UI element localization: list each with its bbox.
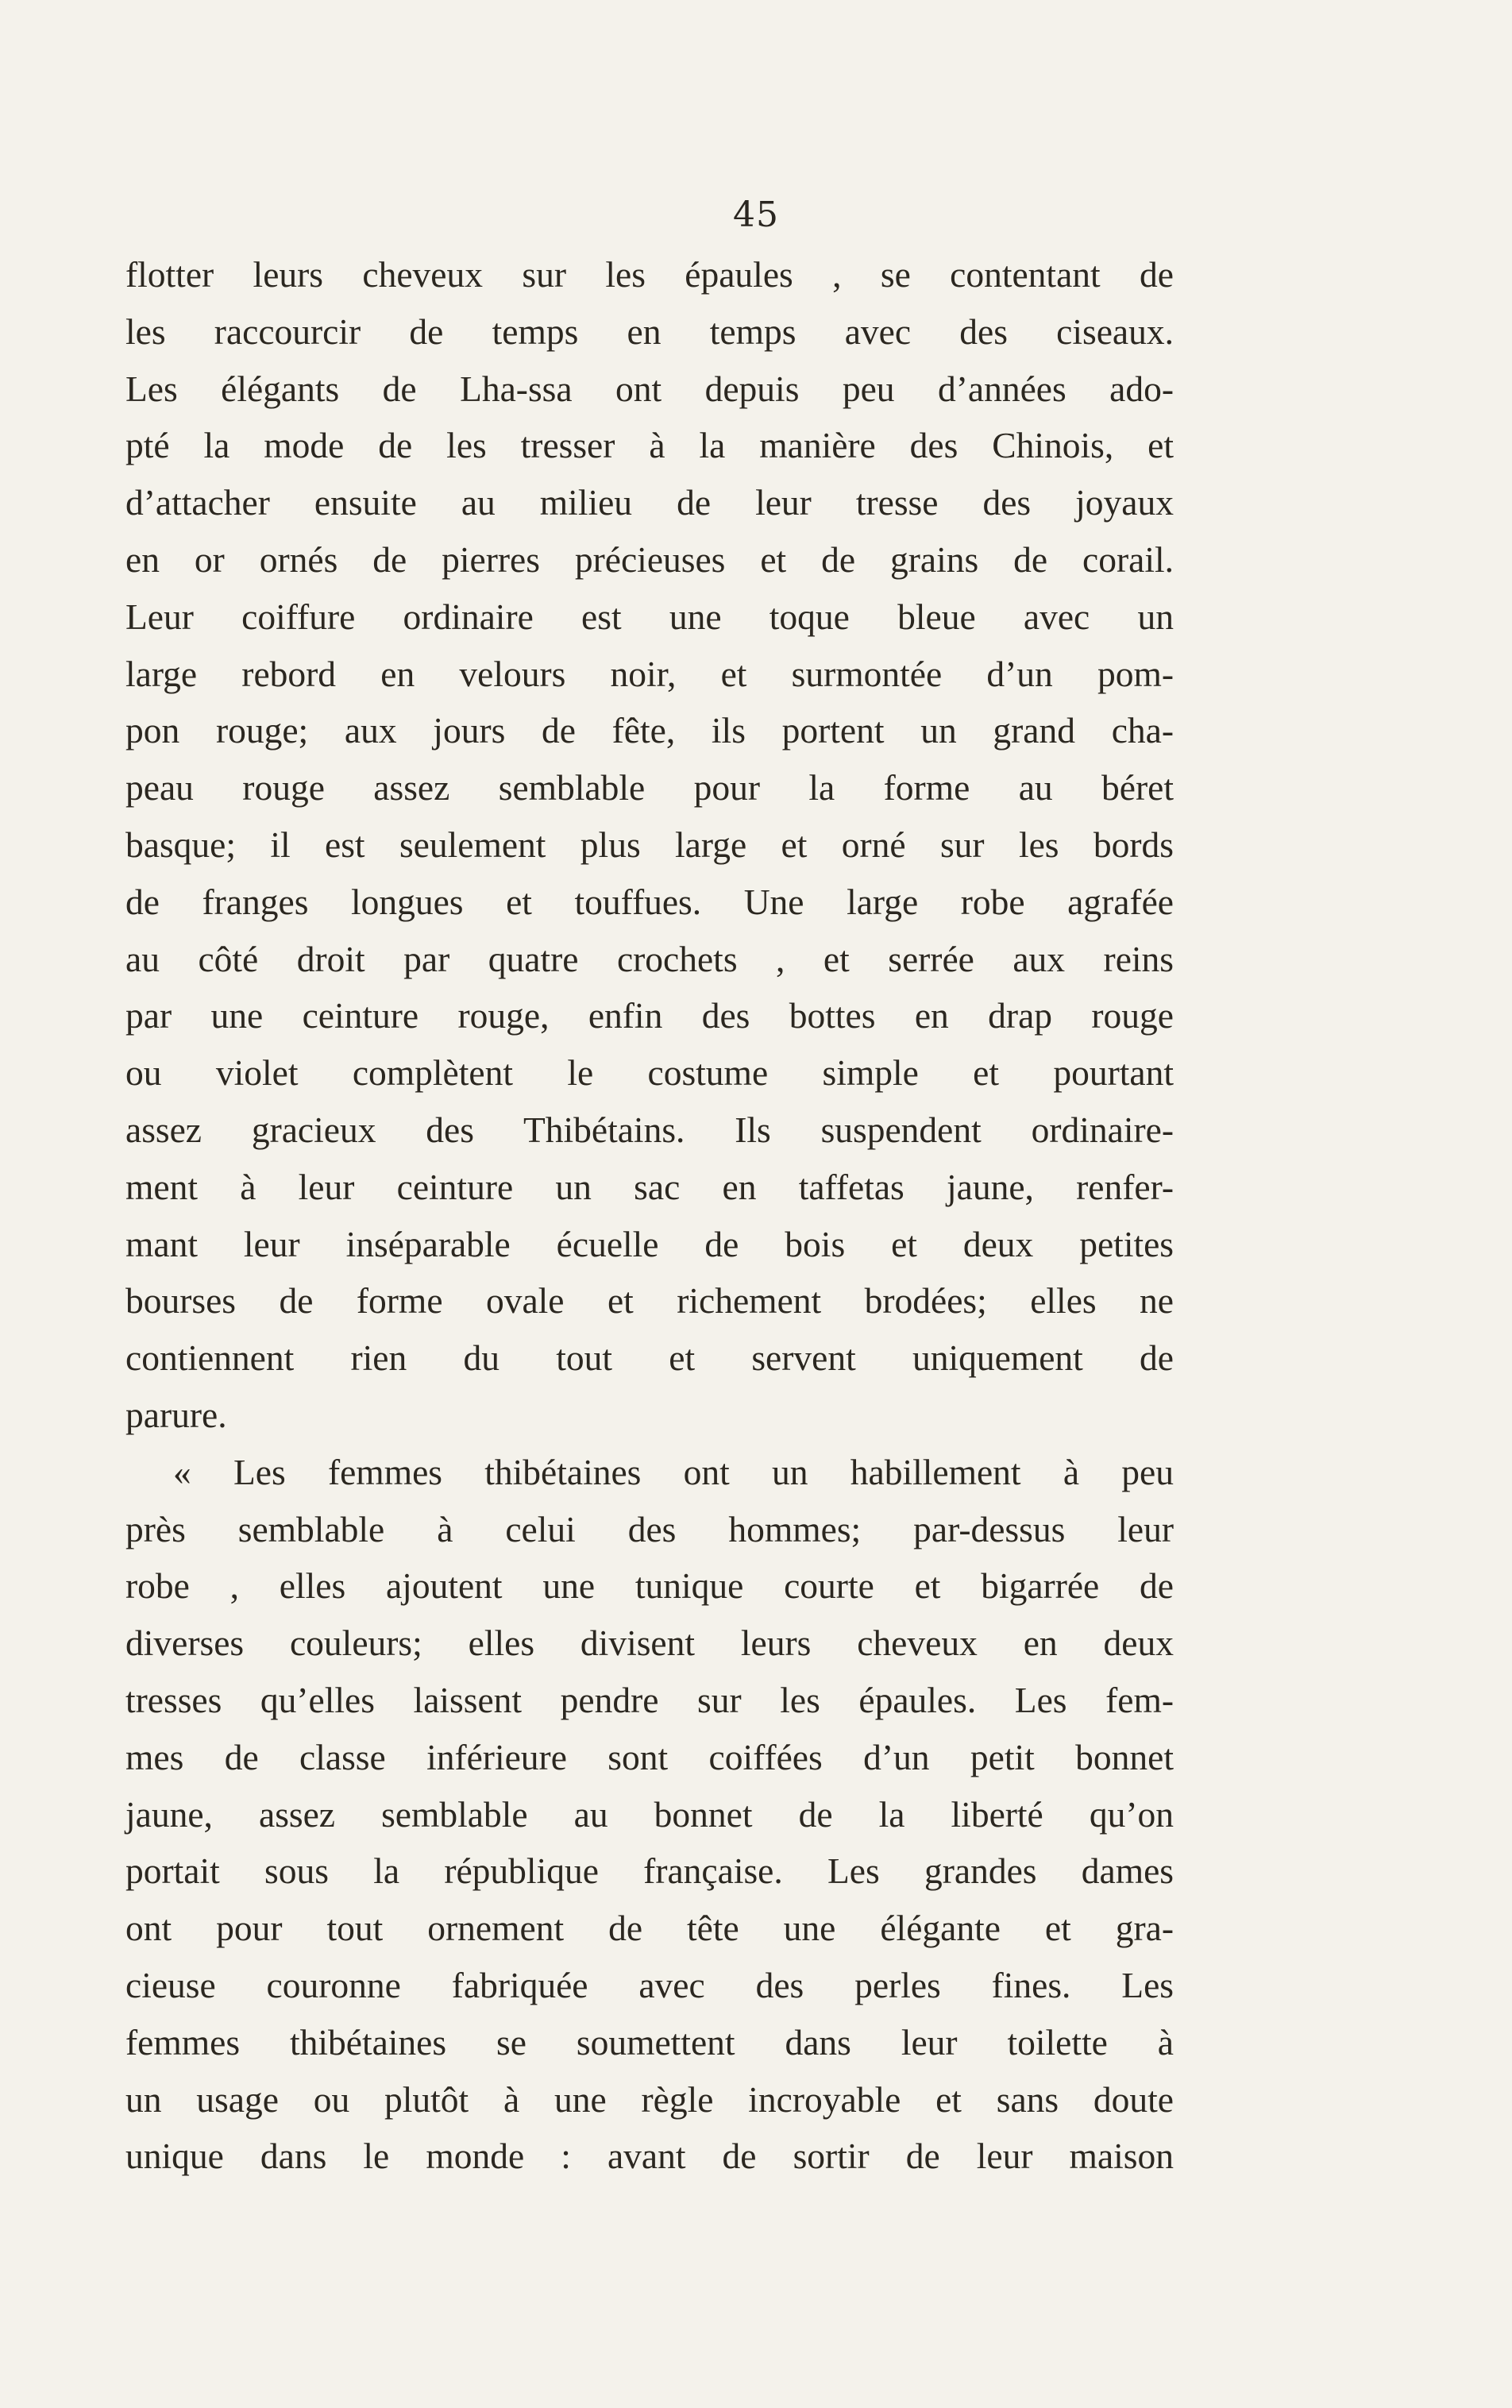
text-line: peau rouge assez semblable pour la forme au béret — [125, 767, 1174, 808]
text-line: près semblable à celui des hommes; par-dessus leur — [125, 1508, 1174, 1549]
page-number: 45 — [733, 195, 779, 235]
text-line: contiennent rien du tout et servent uniquement de — [125, 1337, 1174, 1379]
text-line: basque; il est seulement plus large et orné sur les bords — [125, 824, 1174, 865]
text-line: par une ceinture rouge, enfin des bottes en drap rouge — [125, 995, 1174, 1036]
text-line: un usage ou plutôt à une règle incroyable et sans doute — [125, 2078, 1174, 2120]
text-line: diverses couleurs; elles divisent leurs cheveux en deux — [125, 1623, 1174, 1664]
text-line: ou violet complètent le costume simple et pourtant — [125, 1052, 1174, 1094]
text-line: unique dans le monde : avant de sortir de leur maison — [125, 2136, 1174, 2177]
text-line: d’attacher ensuite au milieu de leur tresse des joyaux — [125, 482, 1174, 523]
text-line: femmes thibétaines se soumettent dans leur toilette à — [125, 2021, 1174, 2063]
text-line: parure. — [125, 1394, 227, 1435]
text-line: en or ornés de pierres précieuses et de grains de corail. — [125, 538, 1174, 580]
text-line: Les élégants de Lha-ssa ont depuis peu d’années ado- — [125, 368, 1174, 409]
text-line: assez gracieux des Thibétains. Ils suspendent ordinaire- — [125, 1109, 1174, 1150]
text-line: flotter leurs cheveux sur les épaules , se contentant de — [125, 254, 1174, 295]
text-line: robe , elles ajoutent une tunique courte et bigarrée de — [125, 1565, 1174, 1607]
text-line: pon rouge; aux jours de fête, ils portent un grand cha- — [125, 710, 1174, 751]
text-line: tresses qu’elles laissent pendre sur les épaules. Les fem- — [125, 1679, 1174, 1720]
body-text — [125, 246, 1174, 2185]
text-line: cieuse couronne fabriquée avec des perles fines. Les — [125, 1964, 1174, 2005]
text-line: mant leur inséparable écuelle de bois et deux petites — [125, 1223, 1174, 1264]
text-line: Leur coiffure ordinaire est une toque bleue avec un — [125, 596, 1174, 637]
text-line: « Les femmes thibétaines ont un habillement à peu — [173, 1451, 1174, 1492]
text-line: jaune, assez semblable au bonnet de la liberté qu’on — [125, 1793, 1174, 1835]
text-line: de franges longues et touffues. Une large robe agrafée — [125, 881, 1174, 922]
text-line: bourses de forme ovale et richement brodées; elles ne — [125, 1280, 1174, 1322]
text-line: large rebord en velours noir, et surmontée d’un pom- — [125, 653, 1174, 694]
text-line: au côté droit par quatre crochets , et serrée aux reins — [125, 938, 1174, 979]
text-line: portait sous la république française. Les grandes dames — [125, 1850, 1174, 1892]
text-line: les raccourcir de temps en temps avec des ciseaux. — [125, 311, 1174, 352]
text-line: pté la mode de les tresser à la manière des Chinois, et — [125, 425, 1174, 466]
text-line: ment à leur ceinture un sac en taffetas jaune, renfer- — [125, 1166, 1174, 1207]
text-line: mes de classe inférieure sont coiffées d’un petit bonnet — [125, 1736, 1174, 1777]
text-line: ont pour tout ornement de tête une élégante et gra- — [125, 1908, 1174, 1949]
